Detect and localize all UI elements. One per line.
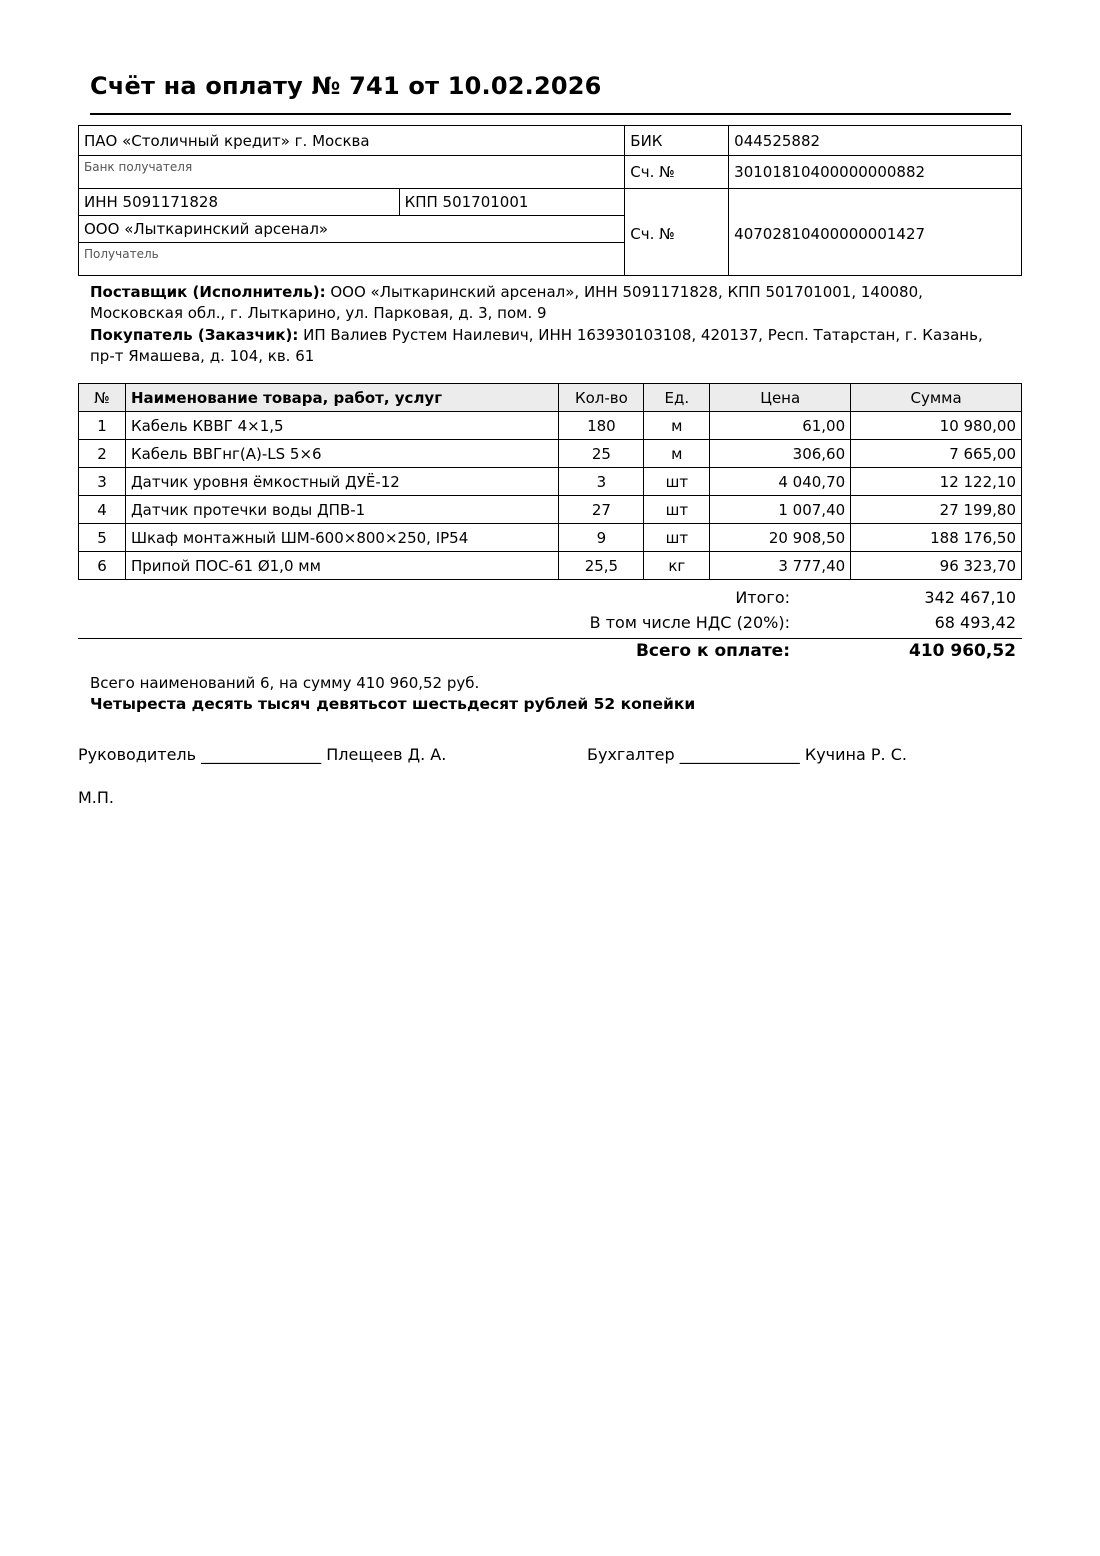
row-num: 4 <box>79 496 126 524</box>
row-price: 306,60 <box>710 440 851 468</box>
row-unit: шт <box>644 496 710 524</box>
row-name: Кабель ВВГнг(А)-LS 5×6 <box>125 440 559 468</box>
col-header-unit: Ед. <box>644 384 710 412</box>
row-qty: 180 <box>559 412 644 440</box>
grand-total-row <box>78 638 1022 667</box>
buyer-text: ИП Валиев Рустем Наилевич, ИНН 163930103108, 420137, Респ. Татарстан, г. Казань, пр-т Ямашева, д. 104, кв. 61 <box>90 326 983 365</box>
row-qty: 25,5 <box>559 552 644 580</box>
subtotal-label: Итого: <box>735 588 790 607</box>
buyer-line <box>90 325 990 367</box>
accountant-signature: Бухгалтер _______________ Кучина Р. С. <box>587 745 907 764</box>
row-price: 20 908,50 <box>710 524 851 552</box>
grand-total-value: 410 960,52 <box>908 641 1016 661</box>
row-sum: 12 122,10 <box>851 468 1022 496</box>
buyer-label: Покупатель (Заказчик): <box>90 326 299 344</box>
row-name: Шкаф монтажный ШМ-600×800×250, IP54 <box>125 524 559 552</box>
row-sum: 188 176,50 <box>851 524 1022 552</box>
vat-value: 68 493,42 <box>934 613 1016 632</box>
row-unit: шт <box>644 468 710 496</box>
bik-label: БИК <box>625 126 729 156</box>
amount-in-words: Четыреста десять тысяч девятьсот шестьдесят рублей 52 копейки <box>90 695 696 713</box>
vat-row <box>78 613 1022 638</box>
col-header-qty: Кол-во <box>559 384 644 412</box>
bank-caption: Банк получателя <box>79 156 625 189</box>
row-price: 3 777,40 <box>710 552 851 580</box>
row-price: 1 007,40 <box>710 496 851 524</box>
bank-name: ПАО «Столичный кредит» г. Москва <box>79 126 625 156</box>
director-signature: Руководитель _______________ Плещеев Д. А. <box>78 745 447 764</box>
row-num: 2 <box>79 440 126 468</box>
col-header-price: Цена <box>710 384 851 412</box>
row-num: 5 <box>79 524 126 552</box>
bik-value: 044525882 <box>729 126 1022 156</box>
corr-account-label: Сч. № <box>625 156 729 189</box>
corr-account-value: 30101810400000000882 <box>729 156 1022 189</box>
parties-block <box>90 282 990 368</box>
row-num: 6 <box>79 552 126 580</box>
row-qty: 9 <box>559 524 644 552</box>
bank-details-table <box>78 125 1022 276</box>
row-sum: 7 665,00 <box>851 440 1022 468</box>
row-sum: 10 980,00 <box>851 412 1022 440</box>
row-price: 4 040,70 <box>710 468 851 496</box>
recipient-inn: ИНН 5091171828 <box>79 189 400 216</box>
title-divider <box>90 113 1011 115</box>
row-num: 3 <box>79 468 126 496</box>
grand-total-label: Всего к оплате: <box>635 641 790 661</box>
row-price: 61,00 <box>710 412 851 440</box>
col-header-num: № <box>79 384 126 412</box>
summary-block <box>90 673 990 715</box>
account-label: Сч. № <box>625 189 729 276</box>
row-unit: м <box>644 412 710 440</box>
row-sum: 27 199,80 <box>851 496 1022 524</box>
supplier-text: ООО «Лыткаринский арсенал», ИНН 5091171828, КПП 501701001, 140080, Московская обл., г. Лыткарино, ул. Парковая, д. 3, пом. 9 <box>90 283 923 322</box>
table-row <box>79 440 1022 468</box>
table-row <box>79 496 1022 524</box>
stamp-place: М.П. <box>78 788 115 807</box>
row-unit: кг <box>644 552 710 580</box>
invoice-title: Счёт на оплату № 741 от 10.02.2026 <box>90 72 602 100</box>
supplier-line <box>90 282 990 324</box>
row-name: Датчик протечки воды ДПВ-1 <box>125 496 559 524</box>
account-value: 40702810400000001427 <box>729 189 1022 276</box>
recipient-caption: Получатель <box>79 243 625 276</box>
table-row <box>79 524 1022 552</box>
row-unit: шт <box>644 524 710 552</box>
col-header-name: Наименование товара, работ, услуг <box>125 384 559 412</box>
table-row <box>79 552 1022 580</box>
items-count-line: Всего наименований 6, на сумму 410 960,52 руб. <box>90 674 480 692</box>
row-num: 1 <box>79 412 126 440</box>
vat-label: В том числе НДС (20%): <box>589 613 790 632</box>
row-sum: 96 323,70 <box>851 552 1022 580</box>
table-row <box>79 412 1022 440</box>
row-qty: 3 <box>559 468 644 496</box>
totals-block <box>78 588 1022 667</box>
recipient-name: ООО «Лыткаринский арсенал» <box>79 216 625 243</box>
recipient-kpp: КПП 501701001 <box>399 189 625 216</box>
col-header-sum: Сумма <box>851 384 1022 412</box>
items-table <box>78 383 1022 580</box>
row-name: Припой ПОС-61 Ø1,0 мм <box>125 552 559 580</box>
subtotal-row <box>78 588 1022 613</box>
row-name: Кабель КВВГ 4×1,5 <box>125 412 559 440</box>
subtotal-value: 342 467,10 <box>924 588 1016 607</box>
row-unit: м <box>644 440 710 468</box>
row-name: Датчик уровня ёмкостный ДУЁ-12 <box>125 468 559 496</box>
row-qty: 27 <box>559 496 644 524</box>
table-row <box>79 468 1022 496</box>
supplier-label: Поставщик (Исполнитель): <box>90 283 326 301</box>
row-qty: 25 <box>559 440 644 468</box>
